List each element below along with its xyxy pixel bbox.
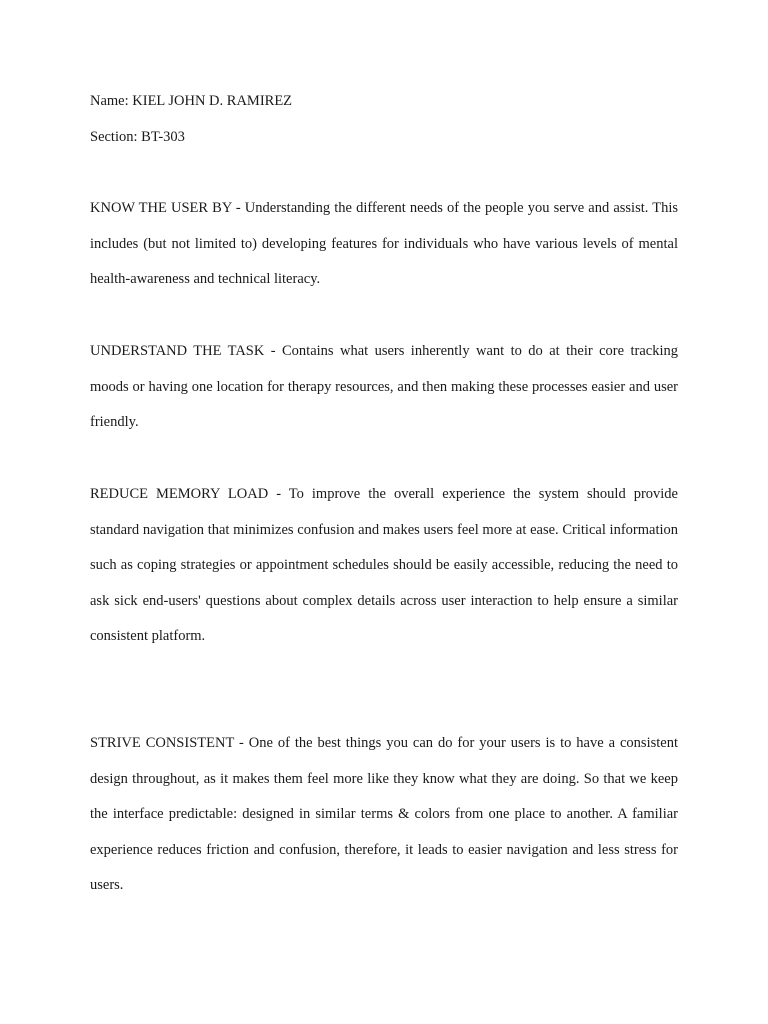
paragraph-understand-the-task: UNDERSTAND THE TASK - Contains what users inherently want to do at their core tracking moods or having one location for therapy resources, and then making these processes easier and user friendly. [90,343,678,431]
paragraph-know-the-user: KNOW THE USER BY - Understanding the different needs of the people you serve and assist. This includes (but not limited to) developing features for individuals who have various levels of mental health-awareness and technical literacy. [90,200,678,288]
paragraph-reduce-memory-load: REDUCE MEMORY LOAD - To improve the overall experience the system should provide standard navigation that minimizes confusion and makes users feel more at ease. Critical information such as coping strategies or appointment schedules should be easily accessible, reducing the need to ask sick end-users' questions about complex details across user interaction to help ensure a similar consistent platform. [90,486,678,645]
student-section: Section: BT-303 [90,129,185,145]
paragraph-strive-consistent: STRIVE CONSISTENT - One of the best things you can do for your users is to have a consistent design throughout, as it makes them feel more like they know what they are doing. So that we keep the interface predictable: designed in similar terms & colors from one place to another. A familiar experience reduces friction and confusion, therefore, it leads to easier navigation and less stress for users. [90,735,678,894]
student-name: Name: KIEL JOHN D. RAMIREZ [90,93,293,109]
